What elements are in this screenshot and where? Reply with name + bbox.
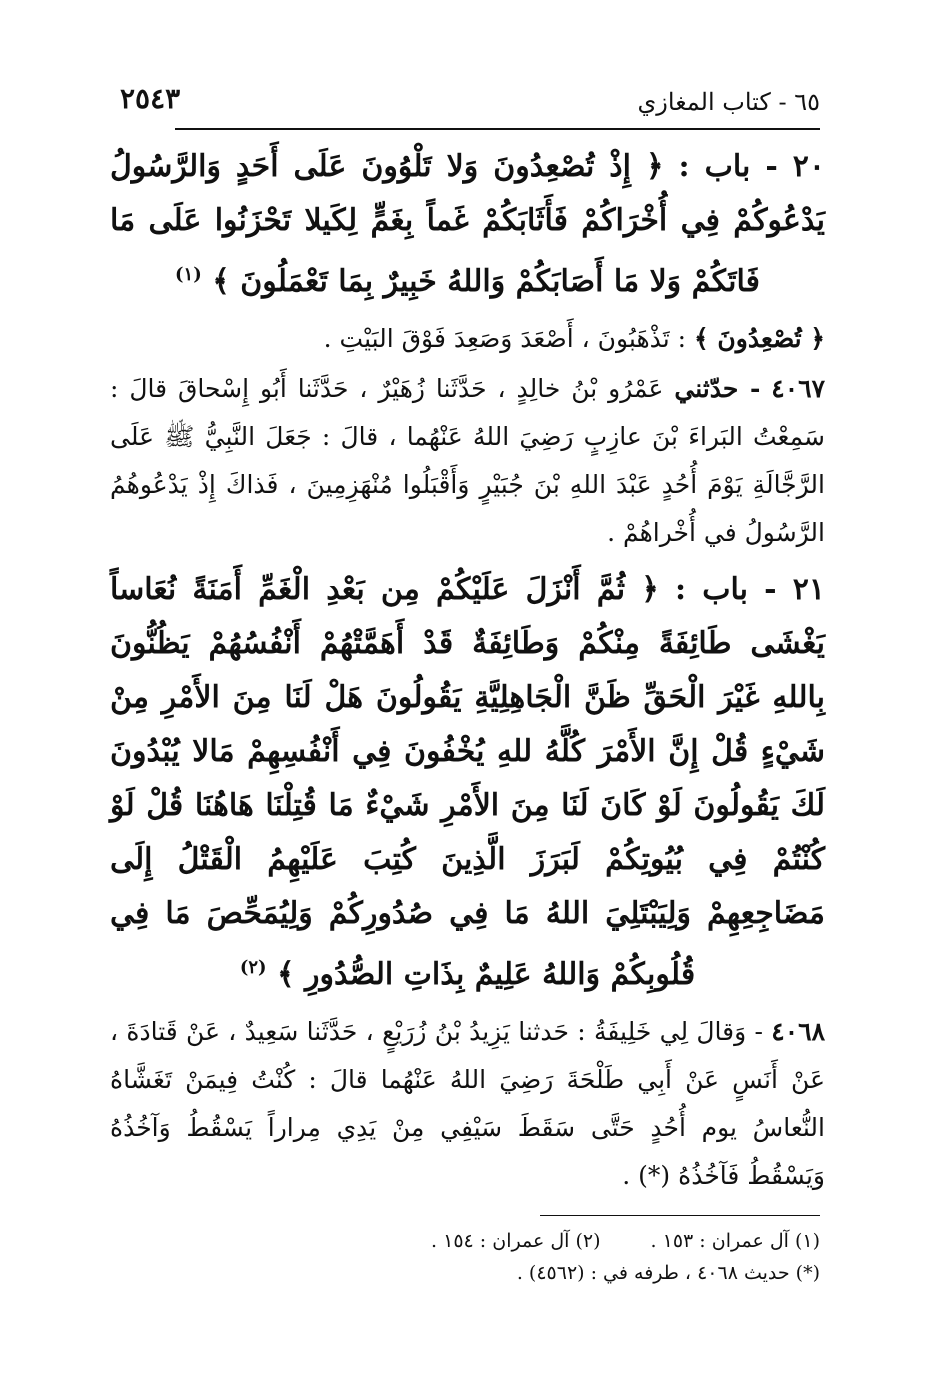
footnote-3: (*) حديث ٤٠٦٨ ، طرفه في : (٤٥٦٢) . <box>516 1262 820 1284</box>
hadith-4068 <box>110 1008 825 1200</box>
chapter-21-label: ٢١ - باب : <box>675 572 826 607</box>
main-text <box>110 140 825 1206</box>
gloss-term: ﴿ تُصْعِدُونَ ﴾ <box>694 324 825 353</box>
footnote-rule <box>540 1215 820 1216</box>
footnote-row <box>110 1257 820 1289</box>
page-number: ٢٥٤٣ <box>120 82 181 115</box>
footnote-ref-1: (١) <box>175 264 202 285</box>
running-header <box>120 78 820 128</box>
chapter-20-heading <box>110 140 825 309</box>
header-rule <box>175 128 820 130</box>
hadith-intro: - حدّثني <box>674 374 761 403</box>
hadith-4067 <box>110 365 825 557</box>
chapter-21-verse: ﴿ ثُمَّ أَنْزَلَ عَلَيْكُمْ مِن بَعْدِ الْغَمِّ أَمَنَةً نُعَاساً يَغْشَى طَائِفَةً مِنْكُمْ وَطَائِفَةٌ قَدْ أَهَمَّتْهُمْ أَنْفُسُهُمْ يَظُنُّونَ بِاللهِ غَيْرَ الْحَقِّ ظَنَّ الْجَاهِلِيَّةِ يَقُولُونَ هَلْ لَنَا مِنَ الأَمْرِ مِنْ شَيْءٍ قُلْ إِنَّ الأَمْرَ كُلَّهُ للهِ يُخْفُونَ فِي أَنْفُسِهِمْ مَالا يُبْدُونَ لَكَ يَقُولُونَ لَوْ كَانَ لَنَا مِنَ الأَمْرِ شَيْءٌ مَا قُتِلْنَا هَاهُنَا قُلْ لَوْ كُنْتُمْ فِي بُيُوتِكُمْ لَبَرَزَ الَّذِينَ كُتِبَ عَلَيْهِمُ الْقَتْلُ إِلَى مَضَاجِعِهِمْ وَلِيَبْتَلِيَ اللهُ مَا فِي صُدُورِكُمْ وَلِيُمَحِّصَ مَا فِي قُلُوبِكُمْ وَاللهُ عَلِيمٌ بِذَاتِ الصُّدُورِ ﴾ <box>110 572 825 992</box>
footnote-1: (١) آل عمران : ١٥٣ . <box>650 1230 820 1252</box>
hadith-number: ٤٠٦٨ <box>771 1017 826 1046</box>
chapter-20-label: ٢٠ - باب : <box>678 149 825 184</box>
footnotes <box>110 1225 820 1289</box>
gloss-paragraph <box>110 315 825 363</box>
hadith-text: عَمْرُو بْنُ خالِدٍ ، حَدَّثَنا زُهَيْرٌ ، حَدَّثَنا أَبُو إِسْحاقَ قالَ : سَمِعْتُ البَراءَ بْنَ عازِبٍ رَضِيَ اللهُ عَنْهُما ، قالَ : جَعَلَ النَّبِيُّ ﷺ عَلَى الرَّجَّالَةِ يَوْمَ أُحُدٍ عَبْدَ اللهِ بْنَ جُبَيْرٍ وَأَقْبَلُوا مُنْهَزِمِينَ ، فَذاكَ إِذْ يَدْعُوهُمُ الرَّسُولُ في أُخْراهُمْ . <box>110 374 825 547</box>
section-title: ٦٥ - كتاب المغازي <box>637 88 820 116</box>
footnote-ref-2: (٢) <box>239 957 267 978</box>
footnote-2: (٢) آل عمران : ١٥٤ . <box>431 1230 601 1252</box>
footnote-row <box>110 1225 820 1257</box>
gloss-text: : تَذْهَبُونَ ، أَصْعَدَ وَصَعِدَ فَوْقَ البَيْتِ . <box>323 324 687 353</box>
hadith-text: - وَقالَ لِي خَلِيفَةُ : حَدثنا يَزِيدُ بْنُ زُرَيْعٍ ، حَدَّثَنا سَعِيدٌ ، عَنْ قَتادَةَ ، عَنْ أَنَسٍ عَنْ أَبِي طَلْحَةَ رَضِيَ اللهُ عَنْهُما قالَ : كُنْتُ فِيمَنْ تَغَشَّاهُ النُّعاسُ يوم أُحُدٍ حَتَّى سَقَطَ سَيْفِي مِنْ يَدِي مِراراً يَسْقُطُ وَآخُذُهُ وَيَسْقُطُ فَآخُذُهُ (*) . <box>110 1017 825 1190</box>
chapter-21-heading <box>110 563 825 1002</box>
hadith-number: ٤٠٦٧ <box>771 374 825 403</box>
chapter-20-verse: ﴿ إِذْ تُصْعِدُونَ وَلا تَلْوُونَ عَلَى أَحَدٍ وَالرَّسُولُ يَدْعُوكُمْ فِي أُخْرَاكُمْ فَأَثَابَكُمْ غَماً بِغَمٍّ لِكَيلا تَحْزَنُوا عَلَى مَا فَاتَكُمْ وَلا مَا أَصَابَكُمْ وَاللهُ خَبِيرٌ بِمَا تَعْمَلُونَ ﴾ <box>110 149 825 299</box>
